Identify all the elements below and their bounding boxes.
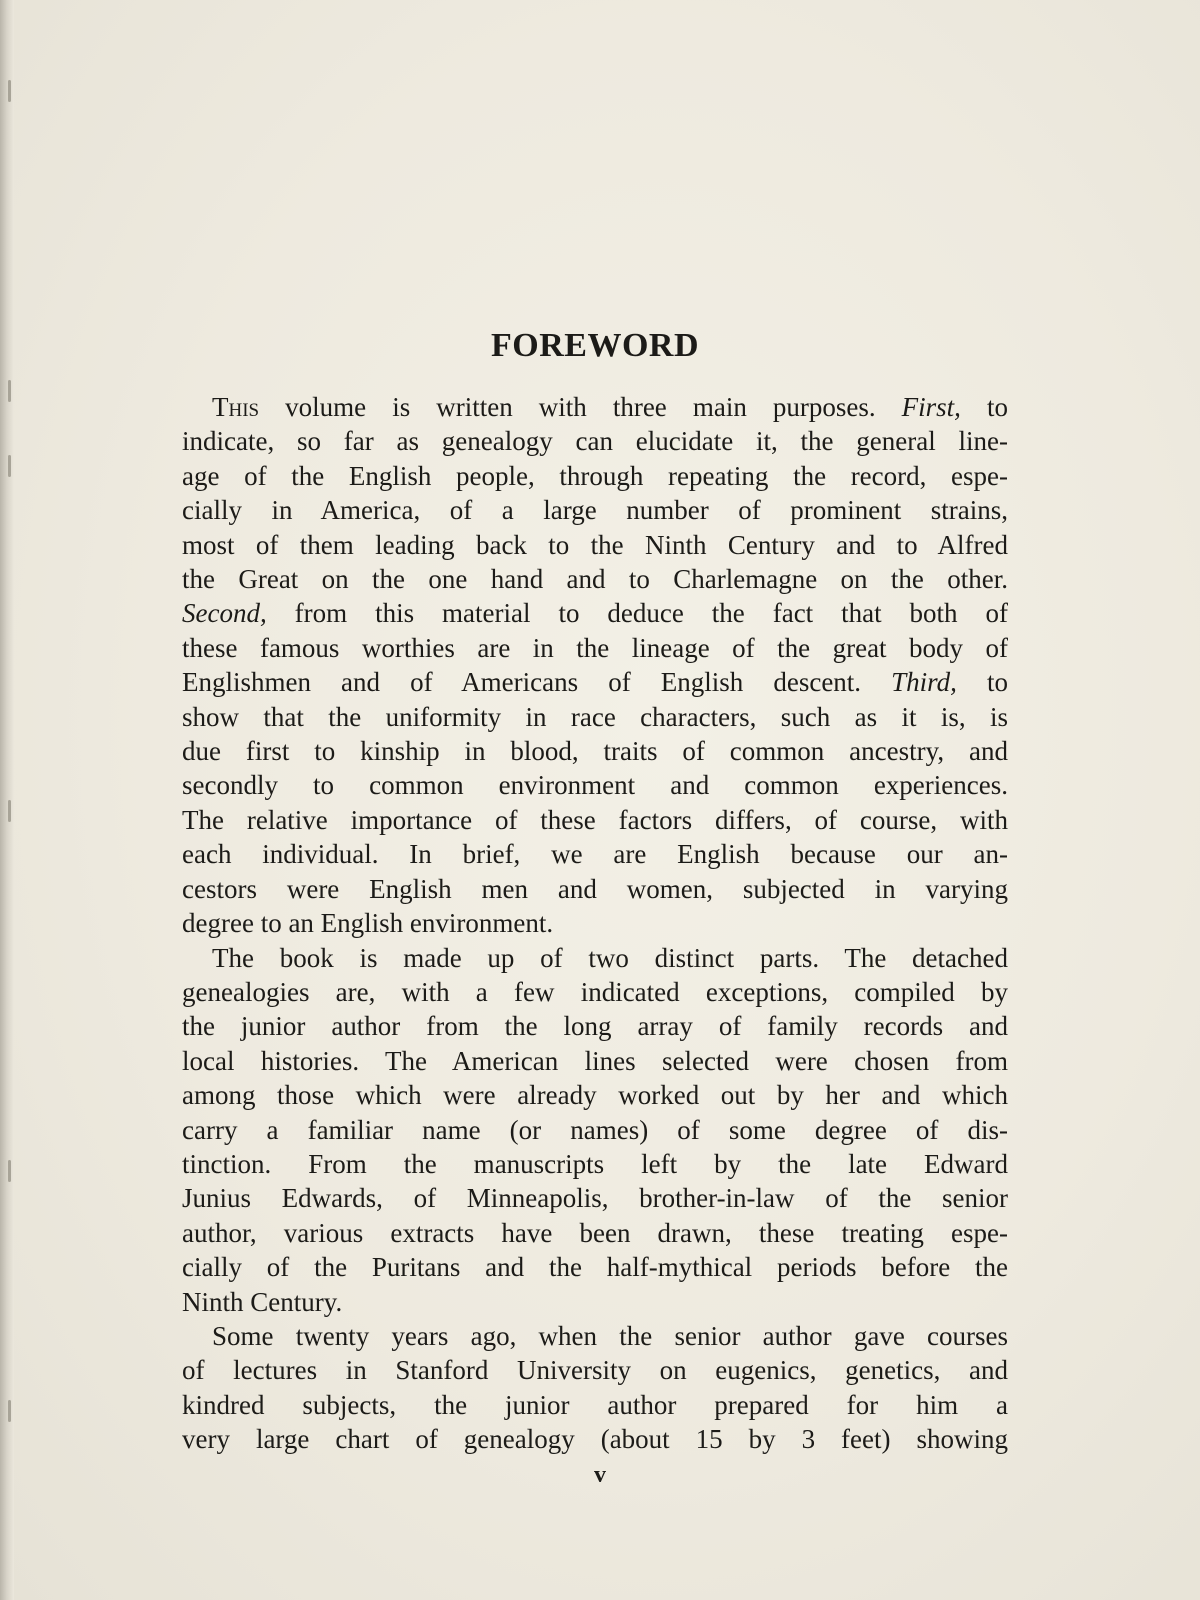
text-line: cially of the Puritans and the half-mythical periods before the bbox=[182, 1252, 1008, 1283]
text-line: tinction. From the manuscripts left by the late Edward bbox=[182, 1148, 1008, 1179]
text-line: due first to kinship in blood, traits of common ancestry, and bbox=[182, 736, 1008, 767]
paragraph bbox=[182, 390, 1008, 941]
binding-stitch bbox=[8, 1160, 11, 1182]
text-line: among those which were already worked out by her and which bbox=[182, 1080, 1008, 1111]
text-line: very large chart of genealogy (about 15 by 3 feet) showing bbox=[182, 1424, 1008, 1455]
text-line: show that the uniformity in race characters, such as it is, is bbox=[182, 701, 1008, 732]
text-line: Junius Edwards, of Minneapolis, brother-in-law of the senior bbox=[182, 1183, 1008, 1214]
text-line: each individual. In brief, we are English because our an- bbox=[182, 839, 1008, 870]
text-line: author, various extracts have been drawn, these treating espe- bbox=[182, 1217, 1008, 1248]
binding-stitch bbox=[8, 455, 11, 477]
text-line: these famous worthies are in the lineage of the great body of bbox=[182, 632, 1008, 663]
text-line: Second, from this material to deduce the fact that both of bbox=[182, 598, 1008, 629]
page-number: v bbox=[594, 1462, 606, 1488]
text-line: carry a familiar name (or names) of some degree of dis- bbox=[182, 1114, 1008, 1145]
text-line: The relative importance of these factors differs, of course, with bbox=[182, 804, 1008, 835]
text-line: cestors were English men and women, subjected in varying bbox=[182, 873, 1008, 904]
lead-word: This bbox=[212, 392, 260, 422]
paragraph bbox=[182, 941, 1008, 1319]
text-line: degree to an English environment. bbox=[182, 908, 554, 939]
binding-stitch bbox=[8, 1400, 11, 1422]
text-line: of lectures in Stanford University on eugenics, genetics, and bbox=[182, 1355, 1008, 1386]
text-line: Some twenty years ago, when the senior author gave courses bbox=[212, 1320, 1008, 1351]
binding-stitch bbox=[8, 380, 11, 402]
text-line: age of the English people, through repeating the record, espe- bbox=[182, 460, 1008, 491]
text-line bbox=[182, 390, 1008, 424]
text-line: most of them leading back to the Ninth Century and to Alfred bbox=[182, 529, 1008, 560]
paragraph bbox=[182, 1319, 1008, 1457]
text-line: local histories. The American lines selected were chosen from bbox=[182, 1045, 1008, 1076]
text-line: Englishmen and of Americans of English descent. Third, to bbox=[182, 667, 1008, 698]
text-line: secondly to common environment and common experiences. bbox=[182, 770, 1008, 801]
foreword-text bbox=[182, 320, 1008, 1457]
text-line: the junior author from the long array of family records and bbox=[182, 1011, 1008, 1042]
text-line: kindred subjects, the junior author prepared for him a bbox=[182, 1389, 1008, 1420]
text-line: the Great on the one hand and to Charlemagne on the other. bbox=[182, 564, 1008, 595]
text-line: cially in America, of a large number of prominent strains, bbox=[182, 495, 1008, 526]
page-title: FOREWORD bbox=[491, 327, 699, 364]
binding-stitch bbox=[8, 80, 11, 102]
binding-stitch bbox=[8, 800, 11, 822]
text-line: genealogies are, with a few indicated exceptions, compiled by bbox=[182, 976, 1008, 1007]
text-line: indicate, so far as genealogy can elucidate it, the general line- bbox=[182, 426, 1008, 457]
line-text: volume is written with three main purposes. First, to bbox=[259, 392, 1008, 422]
binding-gutter bbox=[0, 0, 14, 1600]
text-line: Ninth Century. bbox=[182, 1286, 343, 1317]
text-line: The book is made up of two distinct parts. The detached bbox=[212, 942, 1008, 973]
